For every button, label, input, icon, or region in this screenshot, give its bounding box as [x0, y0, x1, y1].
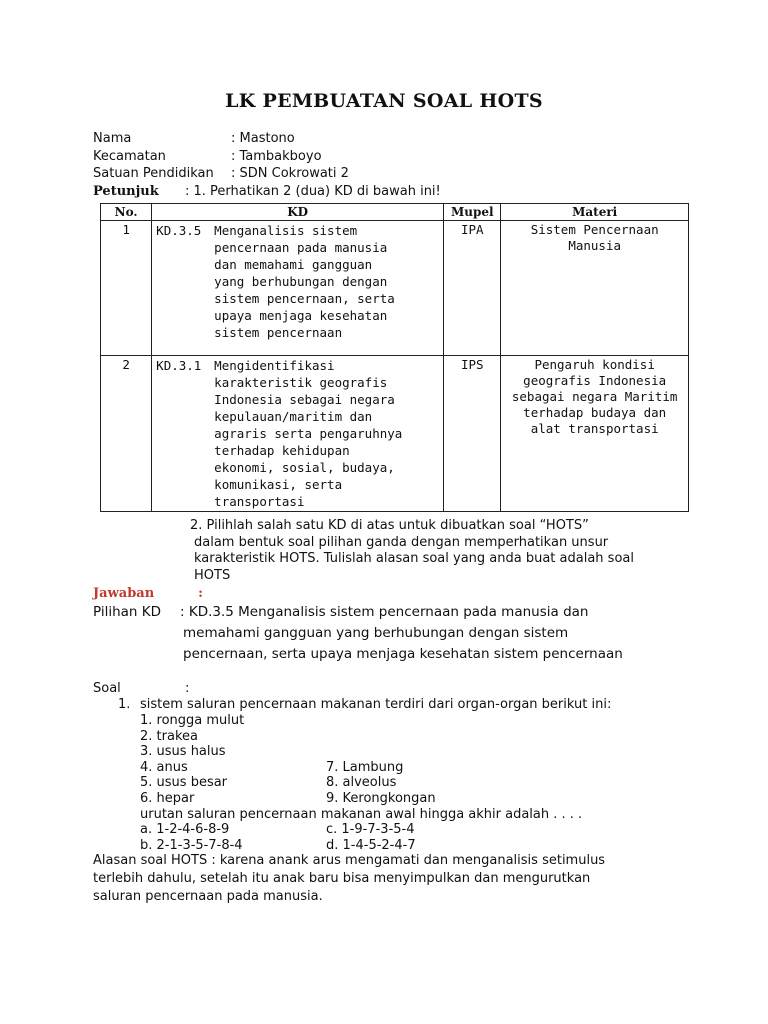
jawaban-label: Jawaban :	[93, 586, 203, 601]
kd-code: KD.3.5	[156, 223, 202, 238]
option-b: b. 2-1-3-5-7-8-4	[140, 838, 243, 853]
organ-item: 7. Lambung	[326, 760, 404, 775]
satuan-row	[93, 166, 349, 182]
organ-item: 3. usus halus	[140, 744, 226, 759]
petunjuk-row	[93, 184, 441, 200]
table-row	[101, 221, 689, 356]
soal-label: Soal	[93, 681, 121, 696]
kd-description: Mengidentifikasi karakteristik geografis Indonesia sebagai negara kepulauan/maritim dan agraris serta pengaruhnya terhadap kehidupan ekonomi, sosial, budaya, komunikasi, serta transportasi	[214, 358, 403, 509]
header-kd: KD	[152, 204, 444, 221]
pilihan-kd-line-2: memahami gangguan yang berhubungan dengan sistem	[183, 625, 569, 641]
kecamatan-label: Kecamatan	[93, 149, 166, 164]
question-number: 1.	[118, 697, 131, 712]
header-materi: Materi	[501, 204, 689, 221]
nama-label: Nama	[93, 131, 132, 146]
satuan-value: : SDN Cokrowati 2	[231, 166, 349, 181]
row-kd	[152, 356, 444, 512]
row-mupel: IPS	[444, 356, 501, 512]
instruction-2-line-1: 2. Pilihlah salah satu KD di atas untuk dibuatkan soal “HOTS”	[190, 518, 589, 533]
row-materi: Sistem Pencernaan Manusia	[501, 221, 689, 356]
instruction-2-line-2: dalam bentuk soal pilihan ganda dengan memperhatikan unsur	[194, 535, 609, 550]
page-title: LK PEMBUATAN SOAL HOTS	[225, 90, 543, 112]
kd-code: KD.3.1	[156, 358, 202, 373]
soal-colon: :	[185, 681, 190, 696]
alasan-line-1: Alasan soal HOTS : karena anank arus mengamati dan menganalisis setimulus	[93, 853, 606, 868]
nama-value: : Mastono	[231, 131, 295, 146]
question-text: sistem saluran pencernaan makanan terdiri dari organ-organ berikut ini:	[140, 697, 612, 712]
pilihan-kd-line-3: pencernaan, serta upaya menjaga kesehatan sistem pencernaan	[183, 646, 623, 662]
option-c: c. 1-9-7-3-5-4	[326, 822, 415, 837]
petunjuk-value: : 1. Perhatikan 2 (dua) KD di bawah ini!	[185, 184, 441, 199]
alasan-line-2: terlebih dahulu, setelah itu anak baru bisa menyimpulkan dan mengurutkan	[93, 871, 591, 886]
satuan-label: Satuan Pendidikan	[93, 166, 214, 181]
table-header-row	[101, 204, 689, 221]
question-prompt: urutan saluran pencernaan makanan awal hingga akhir adalah . . . .	[140, 807, 583, 822]
kecamatan-row	[93, 149, 322, 165]
pilihan-kd-label: Pilihan KD	[93, 604, 162, 620]
row-no: 1	[101, 221, 152, 356]
nama-row	[93, 131, 295, 147]
pilihan-kd-line-1: : KD.3.5 Menganalisis sistem pencernaan pada manusia dan	[180, 604, 589, 620]
row-mupel: IPA	[444, 221, 501, 356]
organ-item: 8. alveolus	[326, 775, 397, 790]
table-row	[101, 356, 689, 512]
kecamatan-value: : Tambakboyo	[231, 149, 322, 164]
alasan-line-3: saluran pencernaan pada manusia.	[93, 889, 323, 904]
organ-item: 5. usus besar	[140, 775, 228, 790]
row-kd	[152, 221, 444, 356]
row-materi: Pengaruh kondisi geografis Indonesia sebagai negara Maritim terhadap budaya dan alat transportasi	[501, 356, 689, 512]
organ-item: 4. anus	[140, 760, 188, 775]
header-mupel: Mupel	[444, 204, 501, 221]
instruction-2-line-3: karakteristik HOTS. Tulislah alasan soal yang anda buat adalah soal	[194, 551, 634, 566]
kd-description: Menganalisis sistem pencernaan pada manusia dan memahami gangguan yang berhubungan dengan sistem pencernaan, serta upaya menjaga kesehatan sistem pencernaan	[214, 223, 395, 340]
instruction-2-line-4: HOTS	[194, 568, 231, 583]
option-d: d. 1-4-5-2-4-7	[326, 838, 416, 853]
header-no: No.	[101, 204, 152, 221]
organ-item: 9. Kerongkongan	[326, 791, 436, 806]
row-no: 2	[101, 356, 152, 512]
kd-table	[100, 203, 689, 512]
option-a: a. 1-2-4-6-8-9	[140, 822, 230, 837]
organ-item: 2. trakea	[140, 729, 198, 744]
organ-item: 6. hepar	[140, 791, 195, 806]
petunjuk-label: Petunjuk	[93, 184, 159, 199]
organ-item: 1. rongga mulut	[140, 713, 245, 728]
